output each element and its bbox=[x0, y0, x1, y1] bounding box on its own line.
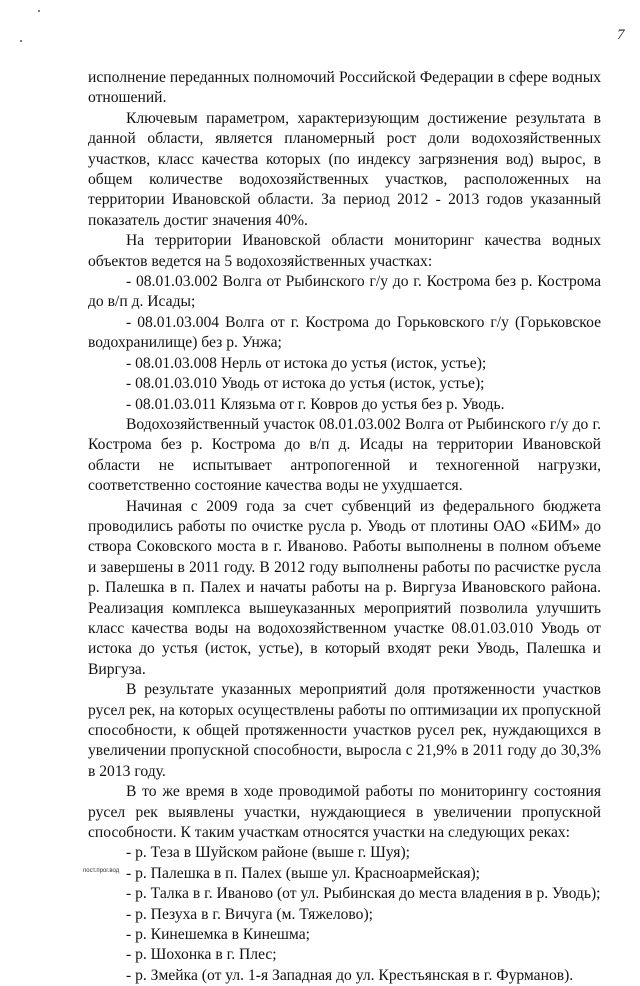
list-item: - 08.01.03.010 Уводь от истока до устья (исток, устье); bbox=[126, 375, 485, 393]
paragraph-uvod-cleanup: Начиная с 2009 года за счет субвенций из федерального бюджета проводились работы по очистке русла р. Уводь от плотины ОАО «БИМ» до створа Соковского моста в г. Иваново. Работы выполнены в полном объеме и завершены в 2011 году. В 2012 году выполнены работы по расчистке русла р. Палешка в п. Палех и начаты работы на р. Виргуза Ивановского района. Реализация комплекса вышеуказанных мероприятий позволила улучшить класс качества воды на водохозяйственном участке 08.01.03.010 Уводь от истока до устья (исток, устье), в который входят реки Уводь, Палешка и Виргуза. bbox=[88, 497, 601, 678]
paragraph-results: В результате указанных мероприятий доля протяженности участков русел рек, на которых осуществлены работы по оптимизации их пропускной способности, к общей протяженности участков русел рек, нуждающихся в увеличении пропускной способности, выросла с 21,9% в 2011 году до 30,3% в 2013 году. bbox=[88, 681, 601, 780]
paragraph-identified-sections: В то же время в ходе проводимой работы по мониторингу состояния русел рек выявлены участки, нуждающиеся в увеличении пропускной способности. К таким участкам относятся участки на следующих реках: bbox=[88, 783, 601, 842]
list-item: - р. Талка в г. Иваново (от ул. Рыбинская до места владения в р. Уводь); bbox=[126, 885, 601, 903]
river-sections-list bbox=[88, 843, 601, 986]
monitoring-sites-list bbox=[88, 272, 601, 415]
paragraph-continuation: исполнение переданных полномочий Российской Федерации в сфере водных отношений. bbox=[88, 69, 601, 107]
paragraph-monitoring-intro: На территории Ивановской области мониторинг качества водных объектов ведется на 5 водохозяйственных участках: bbox=[88, 232, 601, 270]
list-item: - 08.01.03.008 Нерль от истока до устья (исток, устье); bbox=[126, 354, 487, 372]
paragraph-key-parameter: Ключевым параметром, характеризующим достижение результата в данной области, является планомерный рост доли водохозяйственных участков, класс качества которых (по индексу загрязнения вод) вырос, в общем количестве водохозяйственных участков, расположенных на территории Ивановской области. За период 2012 - 2013 годов указанный показатель достиг значения 40%. bbox=[88, 109, 601, 229]
scan-speck bbox=[20, 40, 22, 42]
list-item: - р. Пезуха в г. Вичуга (м. Тяжелово); bbox=[126, 905, 374, 923]
paragraph-volga-section: Водохозяйственный участок 08.01.03.002 Волга от Рыбинского г/у до г. Кострома без р. Кострома до в/п д. Исады на территории Ивановской области не испытывает антропогенной и техногенной нагрузки, соответственно состояние качества воды не ухудшается. bbox=[88, 415, 601, 495]
scan-speck bbox=[38, 10, 40, 12]
list-item: - 08.01.03.004 Волга от г. Кострома до Горьковского г/у (Горьковское водохранилище) без р. Унжа; bbox=[88, 313, 601, 352]
list-item: - р. Змейка (от ул. 1-я Западная до ул. Крестьянская в г. Фурманов). bbox=[126, 966, 574, 984]
list-item: - р. Кинешемка в Кинешма; bbox=[126, 926, 310, 944]
document-body bbox=[88, 68, 601, 986]
list-item: - р. Теза в Шуйском районе (выше г. Шуя); bbox=[126, 844, 410, 862]
footer-file-code: пост.прог.вод bbox=[83, 868, 120, 874]
page-number: 7 bbox=[617, 27, 625, 43]
list-item: - 08.01.03.002 Волга от Рыбинского г/у до г. Кострома без р. Кострома до в/п д. Исады; bbox=[88, 273, 601, 311]
list-item: - 08.01.03.011 Клязьма от г. Ковров до устья без р. Уводь. bbox=[126, 395, 505, 413]
list-item: - р. Палешка в п. Палех (выше ул. Красноармейская); bbox=[126, 864, 481, 882]
list-item: - р. Шохонка в г. Плес; bbox=[126, 946, 277, 964]
